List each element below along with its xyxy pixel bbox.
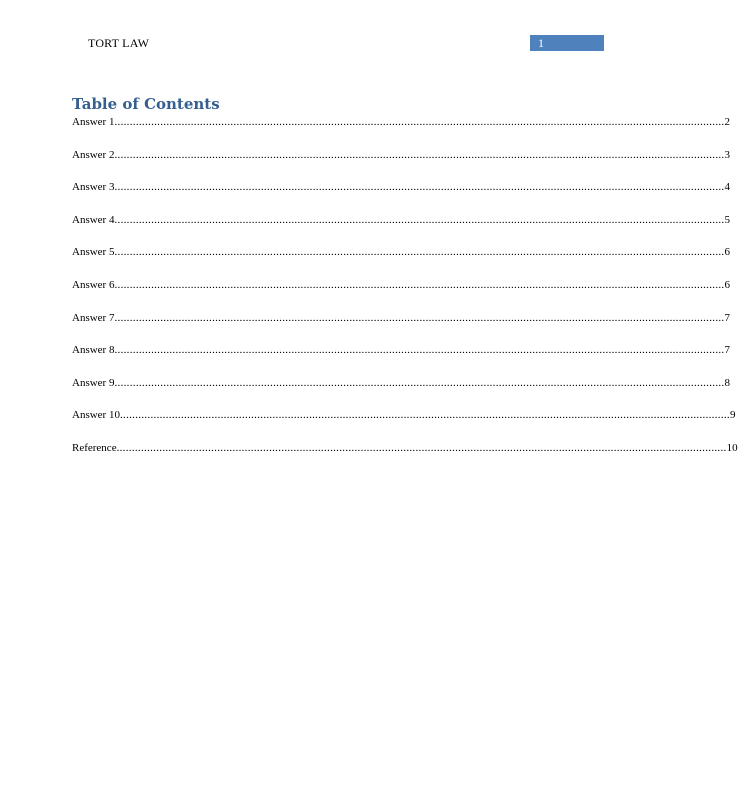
toc-entry-title: Reference bbox=[72, 441, 117, 454]
header-title: TORT LAW bbox=[88, 36, 150, 50]
dot-leader: ........................................................................................................................................................................................................ bbox=[114, 116, 725, 128]
toc-entry[interactable] bbox=[72, 278, 730, 292]
toc-entry-page: 3 bbox=[724, 148, 730, 161]
toc-entry-title: Answer 3 bbox=[72, 181, 115, 194]
dot-leader: ........................................................................................................................................................................................................ bbox=[119, 409, 730, 422]
page-number-box bbox=[530, 35, 604, 51]
toc-entry-title: Answer 2 bbox=[72, 148, 115, 161]
dot-leader: ........................................................................................................................................................................................................ bbox=[114, 181, 725, 194]
toc-entry[interactable] bbox=[72, 311, 730, 325]
toc-entry[interactable] bbox=[72, 148, 730, 162]
toc-entry[interactable] bbox=[72, 245, 730, 259]
toc-heading: Table of Contents bbox=[72, 95, 220, 113]
toc-entry-title: Answer 7 bbox=[72, 311, 115, 324]
toc-entry[interactable] bbox=[72, 376, 730, 390]
toc-entry-page: 5 bbox=[724, 213, 730, 226]
toc-entry[interactable] bbox=[72, 343, 730, 357]
toc-entry-title: Answer 8 bbox=[72, 344, 115, 357]
toc-entry[interactable] bbox=[72, 180, 730, 194]
toc-entry-title: Answer 10 bbox=[72, 409, 120, 422]
toc-entry[interactable] bbox=[72, 115, 730, 129]
toc-entry[interactable] bbox=[72, 441, 738, 455]
dot-leader: ........................................................................................................................................................................................................ bbox=[114, 246, 725, 259]
dot-leader: ........................................................................................................................................................................................................ bbox=[114, 311, 725, 324]
toc-entry-page: 10 bbox=[726, 441, 738, 454]
toc-entry-page: 7 bbox=[724, 311, 730, 324]
toc-entry-page: 6 bbox=[724, 278, 730, 291]
toc-entry[interactable] bbox=[72, 408, 736, 422]
toc-entry-page: 4 bbox=[724, 181, 730, 194]
toc-entry-page: 6 bbox=[724, 246, 730, 259]
toc-entry[interactable] bbox=[72, 213, 730, 227]
toc-list bbox=[72, 115, 738, 474]
dot-leader: ........................................................................................................................................................................................................ bbox=[114, 213, 725, 226]
dot-leader: ........................................................................................................................................................................................................ bbox=[114, 148, 725, 161]
dot-leader: ........................................................................................................................................................................................................ bbox=[116, 441, 727, 454]
toc-entry-page: 9 bbox=[729, 409, 736, 422]
toc-entry-title: Answer 1 bbox=[72, 116, 115, 128]
dot-leader: ........................................................................................................................................................................................................ bbox=[114, 344, 725, 357]
toc-entry-title: Answer 5 bbox=[72, 246, 115, 259]
toc-entry-page: 8 bbox=[724, 376, 730, 389]
toc-entry-title: Answer 9 bbox=[72, 376, 115, 389]
toc-entry-page: 7 bbox=[724, 344, 730, 357]
toc-entry-title: Answer 6 bbox=[72, 278, 115, 291]
page-number: 1 bbox=[538, 36, 544, 50]
toc-entry-page: 2 bbox=[724, 116, 730, 128]
toc-entry-title: Answer 4 bbox=[72, 213, 115, 226]
dot-leader: ........................................................................................................................................................................................................ bbox=[114, 278, 725, 291]
dot-leader: ........................................................................................................................................................................................................ bbox=[114, 376, 725, 389]
